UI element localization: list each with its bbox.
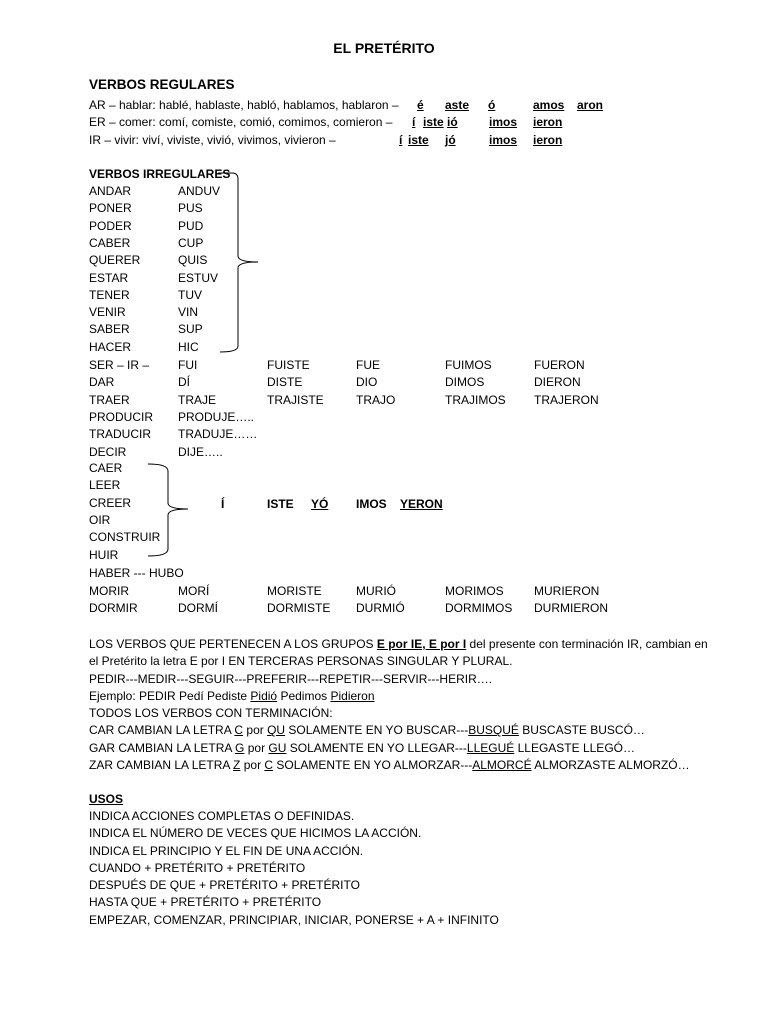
conjugation-row (0, 444, 768, 461)
cell: PODER (89, 218, 132, 233)
yo-ending: YÓ (311, 497, 329, 511)
cell: VENIR (89, 305, 126, 320)
yo-ending: IMOS (356, 497, 387, 511)
cell: TRAER (89, 392, 130, 407)
grupos-line-1 (89, 636, 729, 653)
cell: MORIMOS (445, 584, 504, 598)
conjugation-row (0, 583, 768, 600)
cell: MURIERON (534, 584, 600, 598)
cell: DIO (356, 375, 378, 390)
uso-item: INDICA EL NÚMERO DE VECES QUE HICIMOS LA ACCIÓN. (89, 826, 422, 841)
conjugation-row (0, 374, 768, 391)
cell: TRAJO (356, 392, 396, 407)
cell: DAR (89, 375, 115, 390)
text: Ejemplo: PEDIR Pedí Pediste (89, 688, 251, 703)
conjugation-row (0, 392, 768, 409)
text: por (244, 740, 269, 755)
cell: PUD (178, 218, 204, 233)
yo-group-verb: CREER (89, 495, 132, 510)
stem-row (0, 183, 768, 200)
cell: DIJE….. (178, 444, 223, 459)
letter: QU (267, 723, 286, 738)
letter: C (264, 758, 274, 773)
cell: TRAJISTE (267, 392, 324, 407)
conjugation-row (0, 409, 768, 426)
cell: DORMIMOS (445, 601, 513, 615)
cell: ESTUV (178, 270, 219, 285)
ending: iste (408, 133, 429, 147)
ending: í (412, 115, 416, 129)
cell: CUP (178, 235, 204, 250)
regular-ir-text: IR – vivir: viví, viviste, vivió, vivimos, vivieron – (89, 133, 336, 147)
cell: FUISTE (267, 358, 310, 372)
ejemplo-line (89, 688, 729, 705)
cell: FUERON (534, 358, 585, 372)
cell: DÍ (178, 375, 190, 390)
example-word: LLEGUÉ (466, 740, 515, 755)
todos-line: TODOS LOS VERBOS CON TERMINACIÓN: (89, 706, 333, 721)
cell: DORMIR (89, 601, 138, 615)
cell: DISTE (267, 375, 303, 390)
cell: MORISTE (267, 584, 322, 598)
irregulares-heading: VERBOS IRREGULARES (89, 167, 231, 181)
cell: CABER (89, 235, 131, 250)
yo-group-verb: LEER (89, 478, 121, 493)
cell: ANDAR (89, 184, 132, 198)
cell: DURMIERON (534, 601, 608, 615)
text: Pedimos (277, 688, 331, 703)
haber-line: HABER --- HUBO (89, 566, 184, 580)
cell: HACER (89, 339, 132, 354)
ending: jó (445, 133, 456, 147)
yo-ending: YERON (400, 497, 443, 511)
regulares-heading: VERBOS REGULARES (89, 77, 235, 92)
ending: imos (489, 133, 518, 147)
text: ALMORZASTE ALMORZÓ… (531, 758, 690, 773)
ending: aste (445, 98, 470, 112)
uso-item: DESPUÉS DE QUE + PRETÉRITO + PRETÉRITO (89, 878, 360, 893)
cell: QUIS (178, 253, 208, 268)
cell: DECIR (89, 444, 127, 459)
cell: TRADUCIR (89, 427, 151, 442)
cell: PUS (178, 201, 203, 216)
text: ZAR CAMBIAN LA LETRA (89, 758, 234, 773)
cell: QUERER (89, 253, 141, 268)
cell: FUI (178, 358, 198, 372)
conjugation-row (0, 600, 768, 617)
group-label: E por IE, E por I (376, 637, 467, 651)
cell: ESTAR (89, 270, 129, 285)
letter: C (234, 723, 244, 738)
stem-row (0, 200, 768, 217)
uso-item: INDICA ACCIONES COMPLETAS O DEFINIDAS. (89, 809, 355, 823)
text: del presente con terminación IR, cambian en (466, 637, 708, 651)
letter: Z (233, 758, 241, 773)
regular-ir-row (0, 132, 768, 149)
ending: é (417, 98, 424, 112)
example-word: Pidieron (330, 688, 375, 703)
yo-group-verb: CAER (89, 461, 123, 475)
uso-item: HASTA QUE + PRETÉRITO + PRETÉRITO (89, 895, 322, 910)
cell: PRODUCIR (89, 409, 154, 424)
yo-group-verb: OIR (89, 512, 111, 527)
stem-row (0, 218, 768, 235)
cell: TENER (89, 287, 130, 302)
stem-row (0, 339, 768, 356)
uso-item: EMPEZAR, COMENZAR, PRINCIPIAR, INICIAR, PONERSE + A + INFINITO (89, 912, 499, 927)
text: SOLAMENTE EN YO BUSCAR--- (285, 723, 469, 738)
yo-ending: Í (221, 497, 225, 511)
example-word: Pidió (250, 688, 278, 703)
gar-line (89, 740, 729, 757)
usos-list (89, 808, 729, 929)
cell: TUV (178, 287, 202, 302)
text: GAR CAMBIAN LA LETRA (89, 740, 236, 755)
cell: TRADUJE…… (178, 427, 258, 442)
cell: PONER (89, 201, 132, 216)
cell: VIN (178, 305, 199, 320)
grupos-section (89, 636, 729, 774)
stem-row (0, 321, 768, 338)
text: LOS VERBOS QUE PERTENECEN A LOS GRUPOS (89, 637, 377, 651)
cell: DURMIÓ (356, 601, 405, 615)
ending: ieron (533, 133, 563, 147)
regular-ar-text: AR – hablar: hablé, hablaste, habló, hablamos, hablaron – (89, 98, 399, 112)
cell: HIC (178, 339, 199, 354)
page-title: EL PRETÉRITO (333, 40, 435, 56)
car-line (89, 722, 729, 739)
regular-ar-row (0, 97, 768, 114)
text: CAR CAMBIAN LA LETRA (89, 723, 235, 738)
ending: ieron (533, 115, 563, 129)
cell: DORMÍ (178, 601, 218, 615)
text: SOLAMENTE EN YO ALMORZAR--- (273, 758, 473, 773)
yo-group-verb: HUIR (89, 547, 119, 562)
text: BUSCASTE BUSCÓ… (518, 723, 645, 738)
cell: TRAJIMOS (445, 392, 506, 407)
cell: TRAJERON (534, 392, 599, 407)
cell: DIERON (534, 375, 581, 390)
cell: FUE (356, 358, 380, 372)
ending: ó (488, 98, 496, 112)
cell: SABER (89, 322, 130, 337)
uso-item: CUANDO + PRETÉRITO + PRETÉRITO (89, 860, 306, 875)
stem-row (0, 270, 768, 287)
cell: SUP (178, 322, 203, 337)
stem-row (0, 252, 768, 269)
example-word: BUSQUÉ (468, 723, 519, 738)
ending: iste (423, 115, 444, 129)
cell: ANDUV (178, 184, 221, 198)
ending: aron (577, 98, 604, 112)
stem-row (0, 287, 768, 304)
conjugation-row (0, 426, 768, 443)
cell: PRODUJE….. (178, 409, 255, 424)
cell: FUIMOS (445, 358, 492, 372)
regular-er-row (0, 114, 768, 131)
text: LLEGASTE LLEGÓ… (514, 740, 635, 755)
stems-brace (218, 172, 262, 356)
yo-endings-row (0, 496, 768, 513)
letter: G (235, 740, 245, 755)
text: SOLAMENTE EN YO LLEGAR--- (286, 740, 467, 755)
cell: MURIÓ (356, 584, 396, 598)
stem-row (0, 304, 768, 321)
ending: amos (533, 98, 565, 112)
yo-group-verb: CONSTRUIR (89, 530, 161, 545)
cell: MORÍ (178, 584, 210, 598)
ending: imos (489, 115, 518, 129)
uso-item: INDICA EL PRINCIPIO Y EL FIN DE UNA ACCIÓN. (89, 843, 364, 858)
zar-line (89, 757, 729, 774)
cell: SER – IR – (89, 358, 150, 372)
ending: í (399, 133, 403, 147)
cell: DIMOS (445, 375, 485, 390)
cell: MORIR (89, 584, 129, 598)
usos-heading: USOS (89, 792, 124, 806)
conjugation-row (0, 357, 768, 374)
grupos-line-2: el Pretérito la letra E por I EN TERCERAS PERSONAS SINGULAR Y PLURAL. (89, 654, 513, 669)
example-word: ALMORCÉ (472, 758, 532, 773)
regular-er-text: ER – comer: comí, comiste, comió, comimos, comieron – (89, 115, 393, 129)
grupos-line-3: PEDIR---MEDIR---SEGUIR---PREFERIR---REPETIR---SERVIR---HERIR…. (89, 671, 493, 686)
cell: TRAJE (178, 392, 217, 407)
yo-ending: ISTE (267, 497, 294, 511)
stem-row (0, 235, 768, 252)
text: por (240, 758, 265, 773)
letter: GU (268, 740, 287, 755)
cell: DORMISTE (267, 601, 331, 615)
text: por (243, 723, 268, 738)
ending: ió (447, 115, 458, 129)
